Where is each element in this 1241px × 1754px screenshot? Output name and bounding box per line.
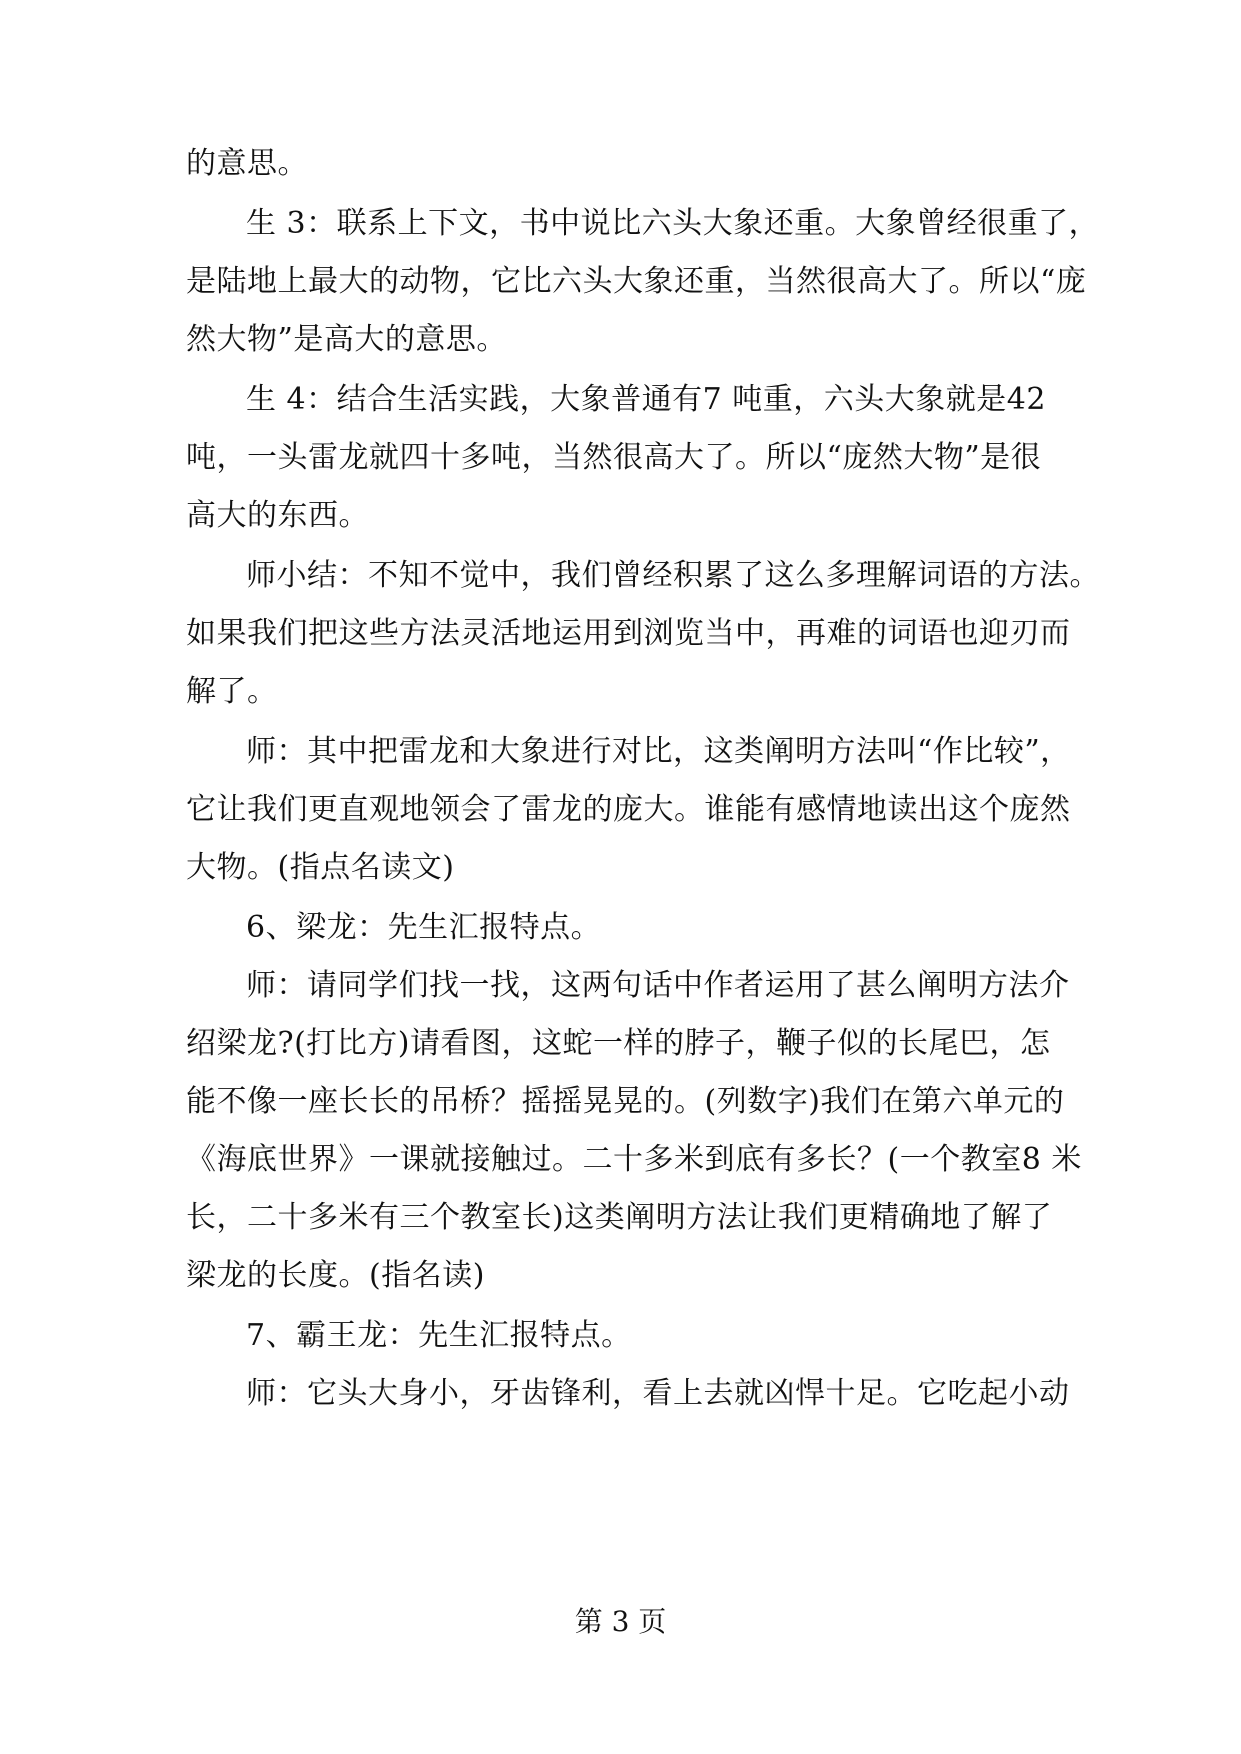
text-line: 《海底世界》一课就接触过。二十多米到底有多长？(一个教室8 米 xyxy=(186,1142,1082,1177)
text-line: 师：它头大身小，牙齿锋利，看上去就凶悍十足。它吃起小动 xyxy=(246,1376,1070,1411)
text-line: 师小结：不知不觉中，我们曾经积累了这么多理解词语的方法。 xyxy=(246,558,1100,593)
text-line: 6、梁龙：先生汇报特点。 xyxy=(246,910,602,945)
text-line: 生 4：结合生活实践，大象普通有7 吨重，六头大象就是42 xyxy=(246,382,1046,417)
text-line: 长，二十多米有三个教室长)这类阐明方法让我们更精确地了解了 xyxy=(186,1200,1053,1235)
text-line: 的意思。 xyxy=(186,146,308,181)
text-line: 梁龙的长度。(指名读) xyxy=(186,1258,485,1293)
text-line: 然大物”是高大的意思。 xyxy=(186,322,507,357)
text-line: 它让我们更直观地领会了雷龙的庞大。谁能有感情地读出这个庞然 xyxy=(186,792,1071,827)
text-line: 是陆地上最大的动物，它比六头大象还重，当然很高大了。所以“庞 xyxy=(186,264,1087,299)
text-line: 生 3：联系上下文，书中说比六头大象还重。大象曾经很重了， xyxy=(246,206,1100,241)
text-line: 大物。(指点名读文) xyxy=(186,850,455,885)
text-line: 吨，一头雷龙就四十多吨，当然很高大了。所以“庞然大物”是很 xyxy=(186,440,1042,475)
text-line: 师：其中把雷龙和大象进行对比，这类阐明方法叫“作比较”， xyxy=(246,734,1071,769)
page-number: 第 3 页 xyxy=(574,1605,667,1638)
text-line: 能不像一座长长的吊桥？摇摇晃晃的。(列数字)我们在第六单元的 xyxy=(186,1084,1065,1119)
text-line: 绍梁龙?(打比方)请看图，这蛇一样的脖子，鞭子似的长尾巴，怎 xyxy=(186,1026,1051,1061)
text-line: 解了。 xyxy=(186,674,278,709)
text-line: 师：请同学们找一找，这两句话中作者运用了甚么阐明方法介 xyxy=(246,968,1070,1003)
text-line: 7、霸王龙：先生汇报特点。 xyxy=(246,1318,632,1353)
text-line: 高大的东西。 xyxy=(186,498,369,533)
text-line: 如果我们把这些方法灵活地运用到浏览当中，再难的词语也迎刃而 xyxy=(186,616,1071,651)
